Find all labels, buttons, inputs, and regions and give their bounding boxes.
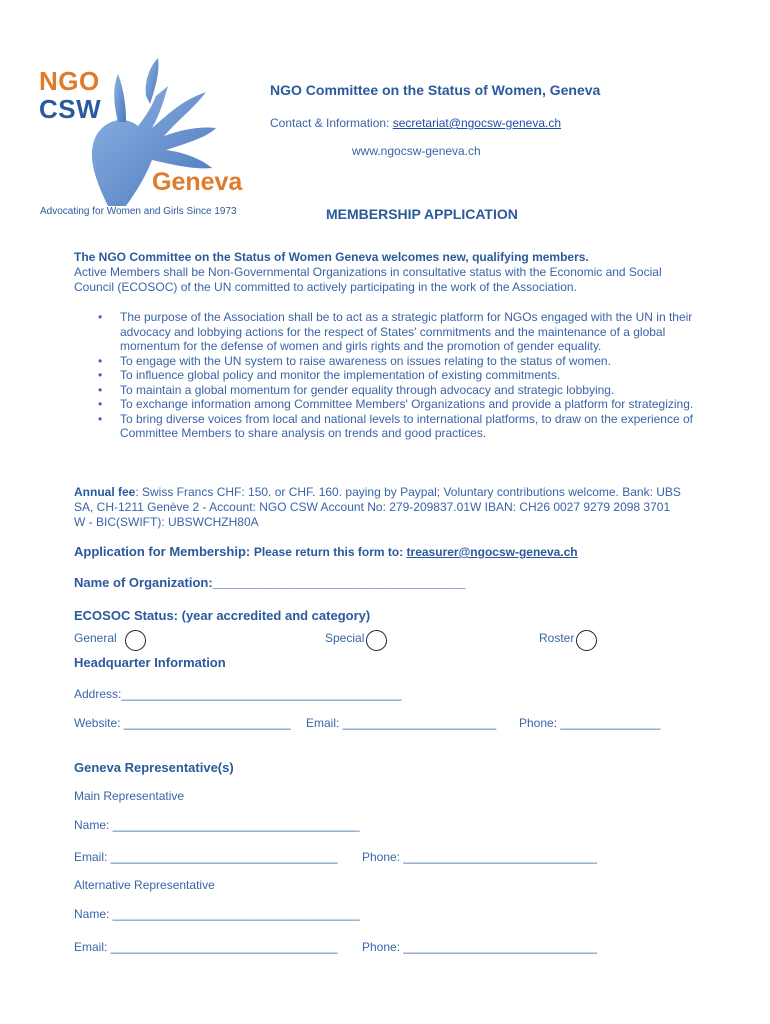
logo-geneva-text: Geneva — [152, 168, 243, 196]
contact-line — [270, 116, 561, 130]
phone-field[interactable]: Phone: _______________ — [519, 716, 661, 730]
headquarter-title: Headquarter Information — [74, 655, 226, 670]
list-item: • The purpose of the Association shall be to act as a strategic platform for NGOs engaged with the UN in their advocacy and lobbying actions for the respect of States' commitments and the maintenance of a global momentum for the defense of women and girls rights and the promotion of gender equality. — [120, 310, 724, 354]
general-label: General — [74, 630, 117, 645]
contact-email-link[interactable]: secretariat@ngocsw-geneva.ch — [392, 116, 561, 130]
list-item: • To engage with the UN system to raise awareness on issues relating to the status of women. — [120, 354, 724, 369]
annual-fee-paragraph — [74, 485, 684, 530]
main-phone-field[interactable]: Phone: _____________________________ — [362, 850, 597, 864]
form-title: MEMBERSHIP APPLICATION — [326, 206, 518, 222]
logo — [36, 56, 256, 221]
geneva-representatives-title: Geneva Representative(s) — [74, 760, 234, 775]
logo-ngo-text: NGO — [39, 66, 100, 96]
special-radio[interactable] — [366, 630, 387, 651]
ecosoc-status-label: ECOSOC Status: (year accredited and category) — [74, 608, 371, 623]
email-field[interactable]: Email: _______________________ — [306, 716, 497, 730]
main-name-field[interactable]: Name: _____________________________________ — [74, 818, 360, 832]
intro-text: Active Members shall be Non-Governmental Organizations in consultative status with the Economic and Social Council (ECOSOC) of the UN committed to actively participating in the work of the Association. — [74, 265, 662, 294]
list-item: • To bring diverse voices from local and national levels to international platforms, to draw on the experience of Committee Members to share analysis on trends and good practices. — [120, 412, 724, 441]
special-label: Special — [325, 630, 365, 645]
intro-heading: The NGO Committee on the Status of Women Geneva welcomes new, qualifying members. — [74, 250, 589, 264]
contact-label: Contact & Information: — [270, 116, 393, 130]
logo-csw-text: CSW — [39, 94, 102, 124]
organization-title: NGO Committee on the Status of Women, Geneva — [270, 82, 601, 98]
annual-fee-label: Annual fee — [74, 485, 136, 499]
application-label: Application for Membership: — [74, 544, 254, 559]
main-representative-label: Main Representative — [74, 789, 185, 803]
alt-phone-field[interactable]: Phone: _____________________________ — [362, 940, 597, 954]
website-field[interactable]: Website: _________________________ — [74, 716, 291, 730]
annual-fee-text: : Swiss Francs CHF: 150. or CHF. 160. paying by Paypal; Voluntary contributions welcome. Bank: UBS SA, CH-1211 Genève 2 - Account: NGO CSW Account No: 279-209837.01W IBAN: CH26 0027 9279 2098 3701 W - BIC(SWIFT): UBSWCHZH80A — [74, 485, 681, 529]
alt-email-field[interactable]: Email: __________________________________ — [74, 940, 338, 954]
organization-name-field[interactable]: Name of Organization:___________________________________ — [74, 575, 466, 590]
logo-tagline: Advocating for Women and Girls Since 1973 — [40, 206, 237, 217]
ecosoc-general-option[interactable] — [74, 624, 146, 651]
treasurer-email-link[interactable]: treasurer@ngocsw-geneva.ch — [406, 545, 578, 559]
purpose-list — [74, 310, 724, 441]
list-item: • To influence global policy and monitor the implementation of existing commitments. — [120, 368, 724, 383]
main-email-field[interactable]: Email: __________________________________ — [74, 850, 338, 864]
list-item: • To exchange information among Committee Members' Organizations and provide a platform for strategizing. — [120, 397, 724, 412]
application-line — [74, 544, 578, 559]
intro-paragraph — [74, 250, 694, 295]
roster-radio[interactable] — [576, 630, 597, 651]
website-text: www.ngocsw-geneva.ch — [352, 144, 481, 158]
roster-label: Roster — [539, 630, 575, 645]
alt-name-field[interactable]: Name: _____________________________________ — [74, 907, 360, 921]
ecosoc-special-option[interactable] — [325, 624, 387, 651]
ecosoc-roster-option[interactable] — [539, 624, 597, 651]
list-item: • To maintain a global momentum for gender equality through advocacy and strategic lobbying. — [120, 383, 724, 398]
address-field[interactable]: Address:__________________________________________ — [74, 687, 402, 701]
alternative-representative-label: Alternative Representative — [74, 878, 215, 892]
application-instruction: Please return this form to: — [253, 545, 407, 559]
general-radio[interactable] — [125, 630, 146, 651]
